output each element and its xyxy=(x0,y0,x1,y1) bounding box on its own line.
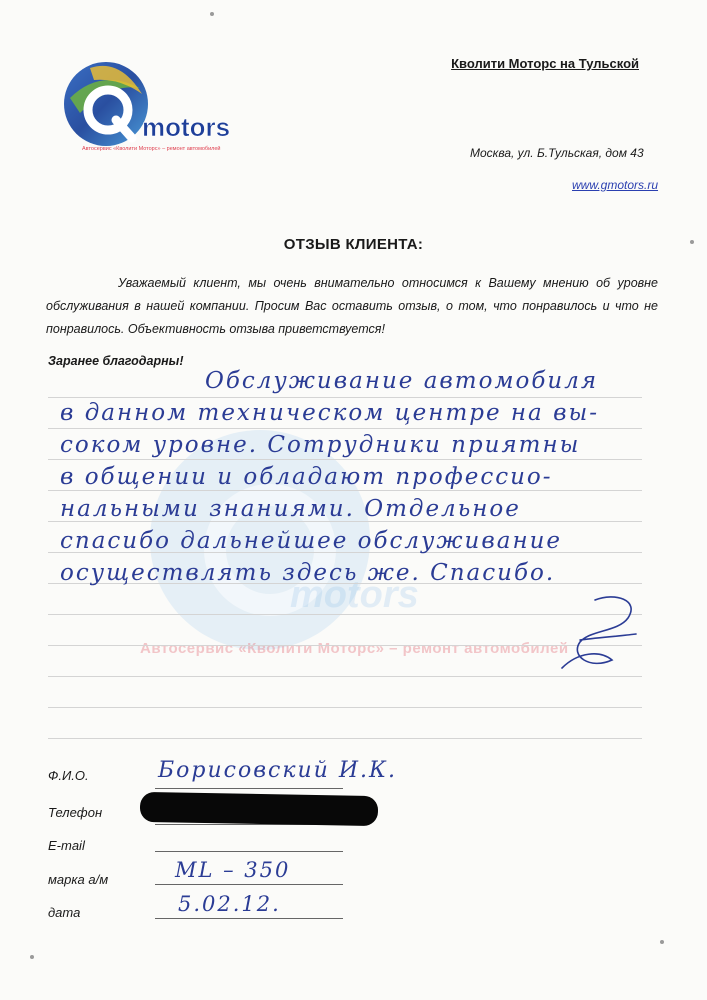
review-line: в данном техническом центре на вы- xyxy=(60,400,599,426)
company-logo xyxy=(60,58,260,162)
logo-wordmark: motors xyxy=(142,112,231,142)
ruled-line xyxy=(48,397,642,398)
review-line: спасибо дальнейшее обслуживание xyxy=(60,528,563,554)
review-line: в общении и обладают профессио- xyxy=(60,464,553,490)
company-name: Кволити Моторс на Тульской xyxy=(451,56,639,71)
ruled-line xyxy=(48,428,642,429)
review-line: осуществлять здесь же. Спасибо. xyxy=(60,560,556,586)
car-value: ML – 350 xyxy=(175,858,291,882)
scan-dot xyxy=(210,12,214,16)
date-field-line xyxy=(155,918,343,919)
watermark-stamp: Автосервис «Кволити Моторс» – ремонт автомобилей xyxy=(140,640,569,657)
company-address: Москва, ул. Б.Тульская, дом 43 xyxy=(470,146,644,160)
ruled-line xyxy=(48,707,642,708)
company-website-link[interactable]: www.gmotors.ru xyxy=(572,178,659,192)
car-field-line xyxy=(155,884,343,885)
name-field-line xyxy=(155,788,343,789)
watermark-wordmark: motors xyxy=(290,574,419,616)
car-label: марка а/м xyxy=(48,872,109,887)
thanks-text: Заранее благодарны! xyxy=(48,354,184,368)
date-label: дата xyxy=(48,905,81,920)
review-line: нальными знаниями. Отдельное xyxy=(60,496,521,522)
name-label: Ф.И.О. xyxy=(48,768,89,783)
scan-dot xyxy=(30,955,34,959)
intro-text: Уважаемый клиент, мы очень внимательно относимся к Вашему мнению об уровне обслуживания в нашей компании. Просим Вас оставить отзыв, о том, что понравилось и что не понравилось. Объективность отзыва приветствуется! xyxy=(46,276,658,336)
name-value: Борисовский И.К. xyxy=(158,758,398,783)
email-label: E-mail xyxy=(48,838,85,853)
logo-tagline: Автосервис «Кволити Моторс» – ремонт автомобилей xyxy=(82,146,221,152)
date-value: 5.02.12. xyxy=(178,892,281,916)
ruled-line xyxy=(48,738,642,739)
scan-dot xyxy=(690,240,694,244)
phone-label: Телефон xyxy=(48,805,103,820)
ruled-line xyxy=(48,459,642,460)
ruled-line xyxy=(48,490,642,491)
review-line: Обслуживание автомобиля xyxy=(205,368,599,394)
email-field-line xyxy=(155,851,343,852)
review-line: соком уровне. Сотрудники приятны xyxy=(60,432,581,458)
redaction-bar xyxy=(140,792,378,826)
page-title: ОТЗЫВ КЛИЕНТА: xyxy=(283,236,424,253)
scan-dot xyxy=(660,940,664,944)
signature xyxy=(540,590,650,680)
